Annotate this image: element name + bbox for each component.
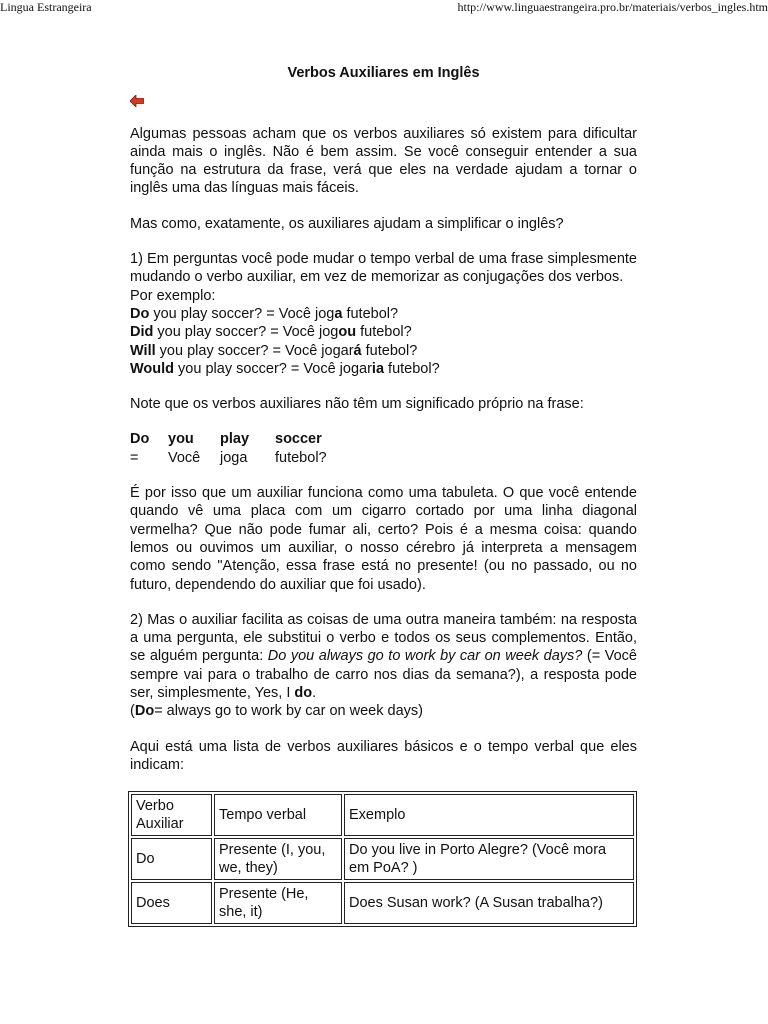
aux-verb: Will (130, 342, 156, 359)
left-arrow-icon[interactable] (130, 95, 144, 107)
example-text: you play soccer? = Você jog (149, 305, 335, 322)
point1-text: 1) Em perguntas você pode mudar o tempo verbal de uma frase simplesmente mudando o verbo auxiliar, em vez de memorizar as conjugações dos verbos. (130, 251, 637, 286)
point2-end: . (312, 685, 317, 702)
example-end: futebol? (361, 342, 418, 359)
example-line (130, 360, 637, 378)
table-cell: Does Susan work? (A Susan trabalha?) (344, 882, 634, 924)
point2-part1: 2) Mas o auxiliar facilita as coisas de uma outra maneira também: na resposta a uma pergunta, ele substitui o verbo e todos os seus complementos. Então, se alguém pergunta: (130, 611, 637, 665)
aux-verb: Did (130, 324, 154, 341)
point2-line2-bold: Do (134, 703, 155, 720)
point2-question: Do you always go to work by car on week days? (267, 648, 583, 665)
table-cell: Do (131, 838, 212, 880)
table-row (131, 882, 634, 924)
point1-block (130, 250, 637, 378)
table-header-row (131, 794, 634, 836)
auxiliary-table (128, 791, 637, 927)
example-line (130, 323, 637, 341)
table-cell: Does (131, 882, 212, 924)
example-end: futebol? (342, 305, 399, 322)
note-paragraph: Note que os verbos auxiliares não têm um significado próprio na frase: (130, 396, 584, 413)
aux-verb: Do (130, 305, 150, 322)
example-text: you play soccer? = Você jogar (174, 360, 372, 377)
verb-suffix: a (334, 305, 343, 322)
table-cell: Presente (I, you, we, they) (214, 838, 342, 880)
point2-answer: do (294, 685, 313, 702)
site-name: Lingua Estrangeira (0, 0, 92, 14)
list-intro: Aqui está uma lista de verbos auxiliares básicos e o tempo verbal que eles indicam: (130, 738, 637, 773)
verb-suffix: ou (338, 324, 357, 341)
page-title: Verbos Auxiliares em Inglês (287, 65, 480, 81)
gloss-pt-word: = (130, 449, 139, 466)
print-header (0, 0, 768, 16)
gloss-pt-word: futebol? (275, 449, 327, 466)
page-url[interactable]: http://www.linguaestrangeira.pro.br/materiais/verbos_ingles.htm (457, 0, 768, 14)
gloss-pt-word: joga (220, 449, 248, 466)
intro-paragraph: Algumas pessoas acham que os verbos auxiliares só existem para dificultar ainda mais o inglês. Não é bem assim. Se você conseguir entender a sua função na estrutura da frase, verá que eles na verdade ajudam a tornar o inglês uma das línguas mais fáceis. (130, 125, 637, 197)
point2-part2: (= Você sempre vai para o trabalho de carro nos dias da semana?), a resposta pode ser, simplesmente, Yes, I (130, 648, 638, 702)
table-header-cell: Exemplo (344, 794, 634, 836)
question-paragraph: Mas como, exatamente, os auxiliares ajudam a simplificar o inglês? (130, 215, 564, 232)
table-cell: Do you live in Porto Alegre? (Você mora em PoA? ) (344, 838, 634, 880)
gloss-en-word: Do (130, 431, 150, 448)
verb-suffix: ia (371, 360, 385, 377)
point2-line2-rest: = always go to work by car on week days) (154, 703, 423, 720)
table-header-cell: Tempo verbal (214, 794, 342, 836)
example-intro: Por exemplo: (130, 287, 216, 304)
sign-paragraph: É por isso que um auxiliar funciona como uma tabuleta. O que você entende quando vê uma placa com um cigarro cortado por uma linha diagonal vermelha? Que não pode fumar ali, certo? Pois é a mesma coisa: quando lemos ou ouvimos um auxiliar, o nosso cérebro já interpreta a mensagem como sendo "Atenção, essa frase está no presente! (ou no passado, ou no futuro, dependendo do auxiliar que foi usado). (130, 485, 637, 593)
gloss-en-word: soccer (275, 431, 322, 448)
word-gloss (130, 430, 637, 467)
point2-paragraph (130, 611, 637, 721)
example-line (130, 342, 637, 360)
article (130, 64, 637, 927)
gloss-pt-word: Você (168, 449, 201, 466)
example-text: you play soccer? = Você jogar (155, 342, 354, 359)
point2-line2-open: ( (130, 703, 135, 720)
example-end: futebol? (356, 324, 412, 341)
example-end: futebol? (384, 360, 440, 377)
table-header-cell: Verbo Auxiliar (131, 794, 212, 836)
aux-verb: Would (130, 360, 175, 377)
example-line (130, 305, 637, 323)
table-row (131, 838, 634, 880)
gloss-en-word: you (168, 431, 194, 448)
verb-suffix: á (353, 342, 362, 359)
gloss-en-word: play (220, 431, 250, 448)
example-text: you play soccer? = Você jog (153, 324, 339, 341)
table-cell: Presente (He, she, it) (214, 882, 342, 924)
